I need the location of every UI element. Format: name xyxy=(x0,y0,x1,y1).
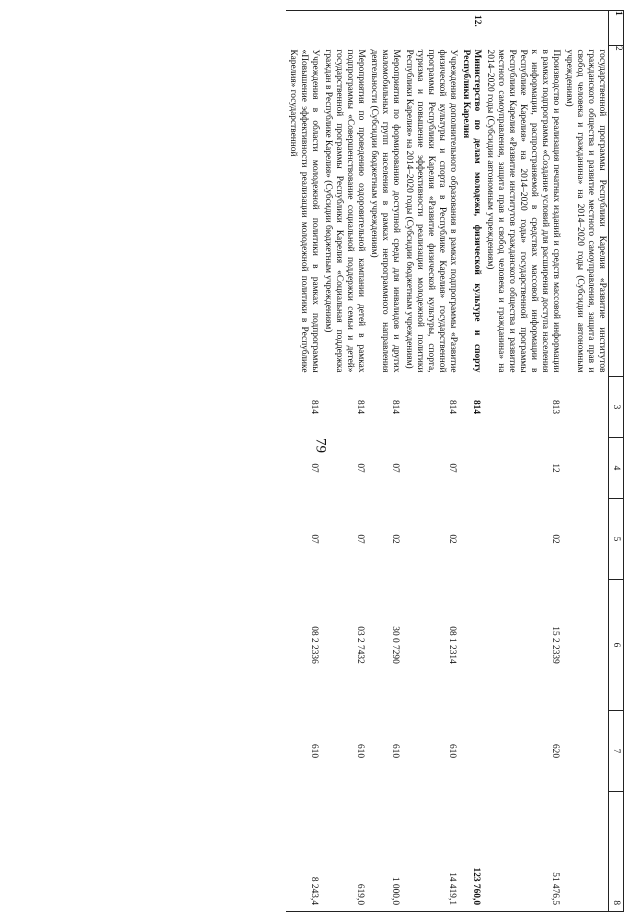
budget-table xyxy=(286,10,624,912)
cell-amount: 51 476,5 xyxy=(483,792,562,912)
table-row xyxy=(286,11,321,912)
header-col-4: 4 xyxy=(609,438,624,499)
table-row xyxy=(321,11,367,912)
cell-c4: 12 xyxy=(550,463,560,473)
header-col-7: 7 xyxy=(609,711,624,792)
cell-num xyxy=(286,11,321,46)
header-col-2: 2 xyxy=(609,46,624,377)
cell-c3: 814 xyxy=(355,399,365,415)
cell-c4 xyxy=(562,438,609,499)
cell-c5: 07 xyxy=(355,534,365,544)
cell-c4: 07 xyxy=(447,463,457,473)
cell-amount: 8 243,4 xyxy=(286,792,321,912)
cell-c3: 814 xyxy=(390,399,400,415)
cell-amount: 619,0 xyxy=(321,792,367,912)
cell-c5: 02 xyxy=(550,534,560,544)
cell-text: Мероприятия по формированию доступной среды для инвалидов и других маломобильных групп населения в рамках непрограммного направления деятельности (Субсидии бюджетным учреждениям) xyxy=(369,49,401,373)
cell-c5 xyxy=(459,499,483,580)
cell-c6: 08 2 2336 xyxy=(309,626,319,664)
header-col-5: 5 xyxy=(609,499,624,580)
cell-c7: 610 xyxy=(309,743,319,759)
cell-c5 xyxy=(562,499,609,580)
cell-num xyxy=(483,11,562,46)
cell-c3: 814 xyxy=(447,399,457,415)
cell-c6: 30 0 7290 xyxy=(390,626,400,664)
cell-c7: 610 xyxy=(355,743,365,759)
cell-text: Производство и реализация печатных изданий и средств массовой информации в рамках подпрограммы «Создание условий для расширения доступа населения к информации, распространяемой в средствах массовой информации в Республике Карелия» на 2014–2020 годы» государственной программы Республики Карелия «Развитие институтов гражданского общества и развитие местного самоуправления, защита прав и свобод человека и гражданина» на 2014–2020 годы (Субсидии автономным учреждениям) xyxy=(485,49,561,373)
cell-c4: 07 xyxy=(390,463,400,473)
cell-amount: 14 419,1 xyxy=(402,792,459,912)
table-row xyxy=(459,11,483,912)
table-row xyxy=(402,11,459,912)
cell-c4: 07 xyxy=(355,463,365,473)
cell-c7 xyxy=(459,711,483,792)
cell-c6: 03 2 7432 xyxy=(355,626,365,664)
cell-num xyxy=(402,11,459,46)
table-header xyxy=(609,11,624,912)
cell-c6: 15 2 2339 xyxy=(550,626,560,664)
cell-c3: 813 xyxy=(550,399,560,415)
table-row xyxy=(483,11,562,912)
cell-c5: 02 xyxy=(390,534,400,544)
cell-amount: 123 760,0 xyxy=(459,792,483,912)
cell-text: Учреждения дополнительного образования в рамках подпрограммы «Развитие физической культуры и спорта в Республике Карелия» государственной программы Республики Карелия «Развитие физической культуры, спорта, туризма и повышение эффективности реализации молодежной политики Республики Карелия» на 2014–2020 годы (Субсидии бюджетным учреждениям) xyxy=(404,49,458,373)
header-col-3: 3 xyxy=(609,377,624,438)
header-col-8: 8 xyxy=(609,792,624,912)
cell-num xyxy=(321,11,367,46)
cell-text: Учреждения в области молодежной политики в рамках подпрограммы «Повышение эффективности реализации молодежной политики в Республике Карелия» государственной xyxy=(288,49,320,373)
cell-c6: 08 1 2314 xyxy=(447,626,457,664)
table-row xyxy=(367,11,402,912)
cell-c6 xyxy=(459,580,483,711)
header-row xyxy=(609,11,624,912)
cell-c3: 814 xyxy=(471,399,481,415)
cell-amount xyxy=(562,792,609,912)
cell-c5: 02 xyxy=(447,534,457,544)
cell-c7: 610 xyxy=(447,743,457,759)
cell-c7 xyxy=(562,711,609,792)
cell-text: Мероприятия по проведению оздоровительной кампании детей в рамках подпрограммы «Совершенствование социальной поддержки семьи и детей» государственной программы Республики Карелия «Социальная поддержка граждан в Республике Карелия» (Субсидии бюджетным учреждениям) xyxy=(323,49,366,373)
header-col-6: 6 xyxy=(609,580,624,711)
table-body xyxy=(286,11,609,912)
cell-c6 xyxy=(562,580,609,711)
cell-c4 xyxy=(459,438,483,499)
cell-text: Министерство по делам молодежи, физической культуре и спорту Республики Карелия xyxy=(461,49,482,373)
table-row xyxy=(562,11,609,912)
header-col-1: 1 xyxy=(609,11,624,46)
page-number: 79 xyxy=(312,438,329,453)
cell-amount: 1 000,0 xyxy=(367,792,402,912)
cell-num: 12. xyxy=(459,11,483,46)
cell-c7: 610 xyxy=(390,743,400,759)
cell-c4: 07 xyxy=(309,463,319,473)
cell-c3 xyxy=(562,377,609,438)
cell-num xyxy=(562,11,609,46)
cell-c5: 07 xyxy=(309,534,319,544)
rotated-page xyxy=(54,10,624,915)
cell-num xyxy=(367,11,402,46)
cell-text: государственной программы Республики Карелия «Развитие институтов гражданского общества и развитие местного самоуправления, защита прав и свобод человека и гражданина» на 2014–2020 годы (Субсидии автономным учреждениям) xyxy=(564,49,607,373)
cell-c7: 620 xyxy=(550,743,560,759)
cell-c3: 814 xyxy=(309,399,319,415)
